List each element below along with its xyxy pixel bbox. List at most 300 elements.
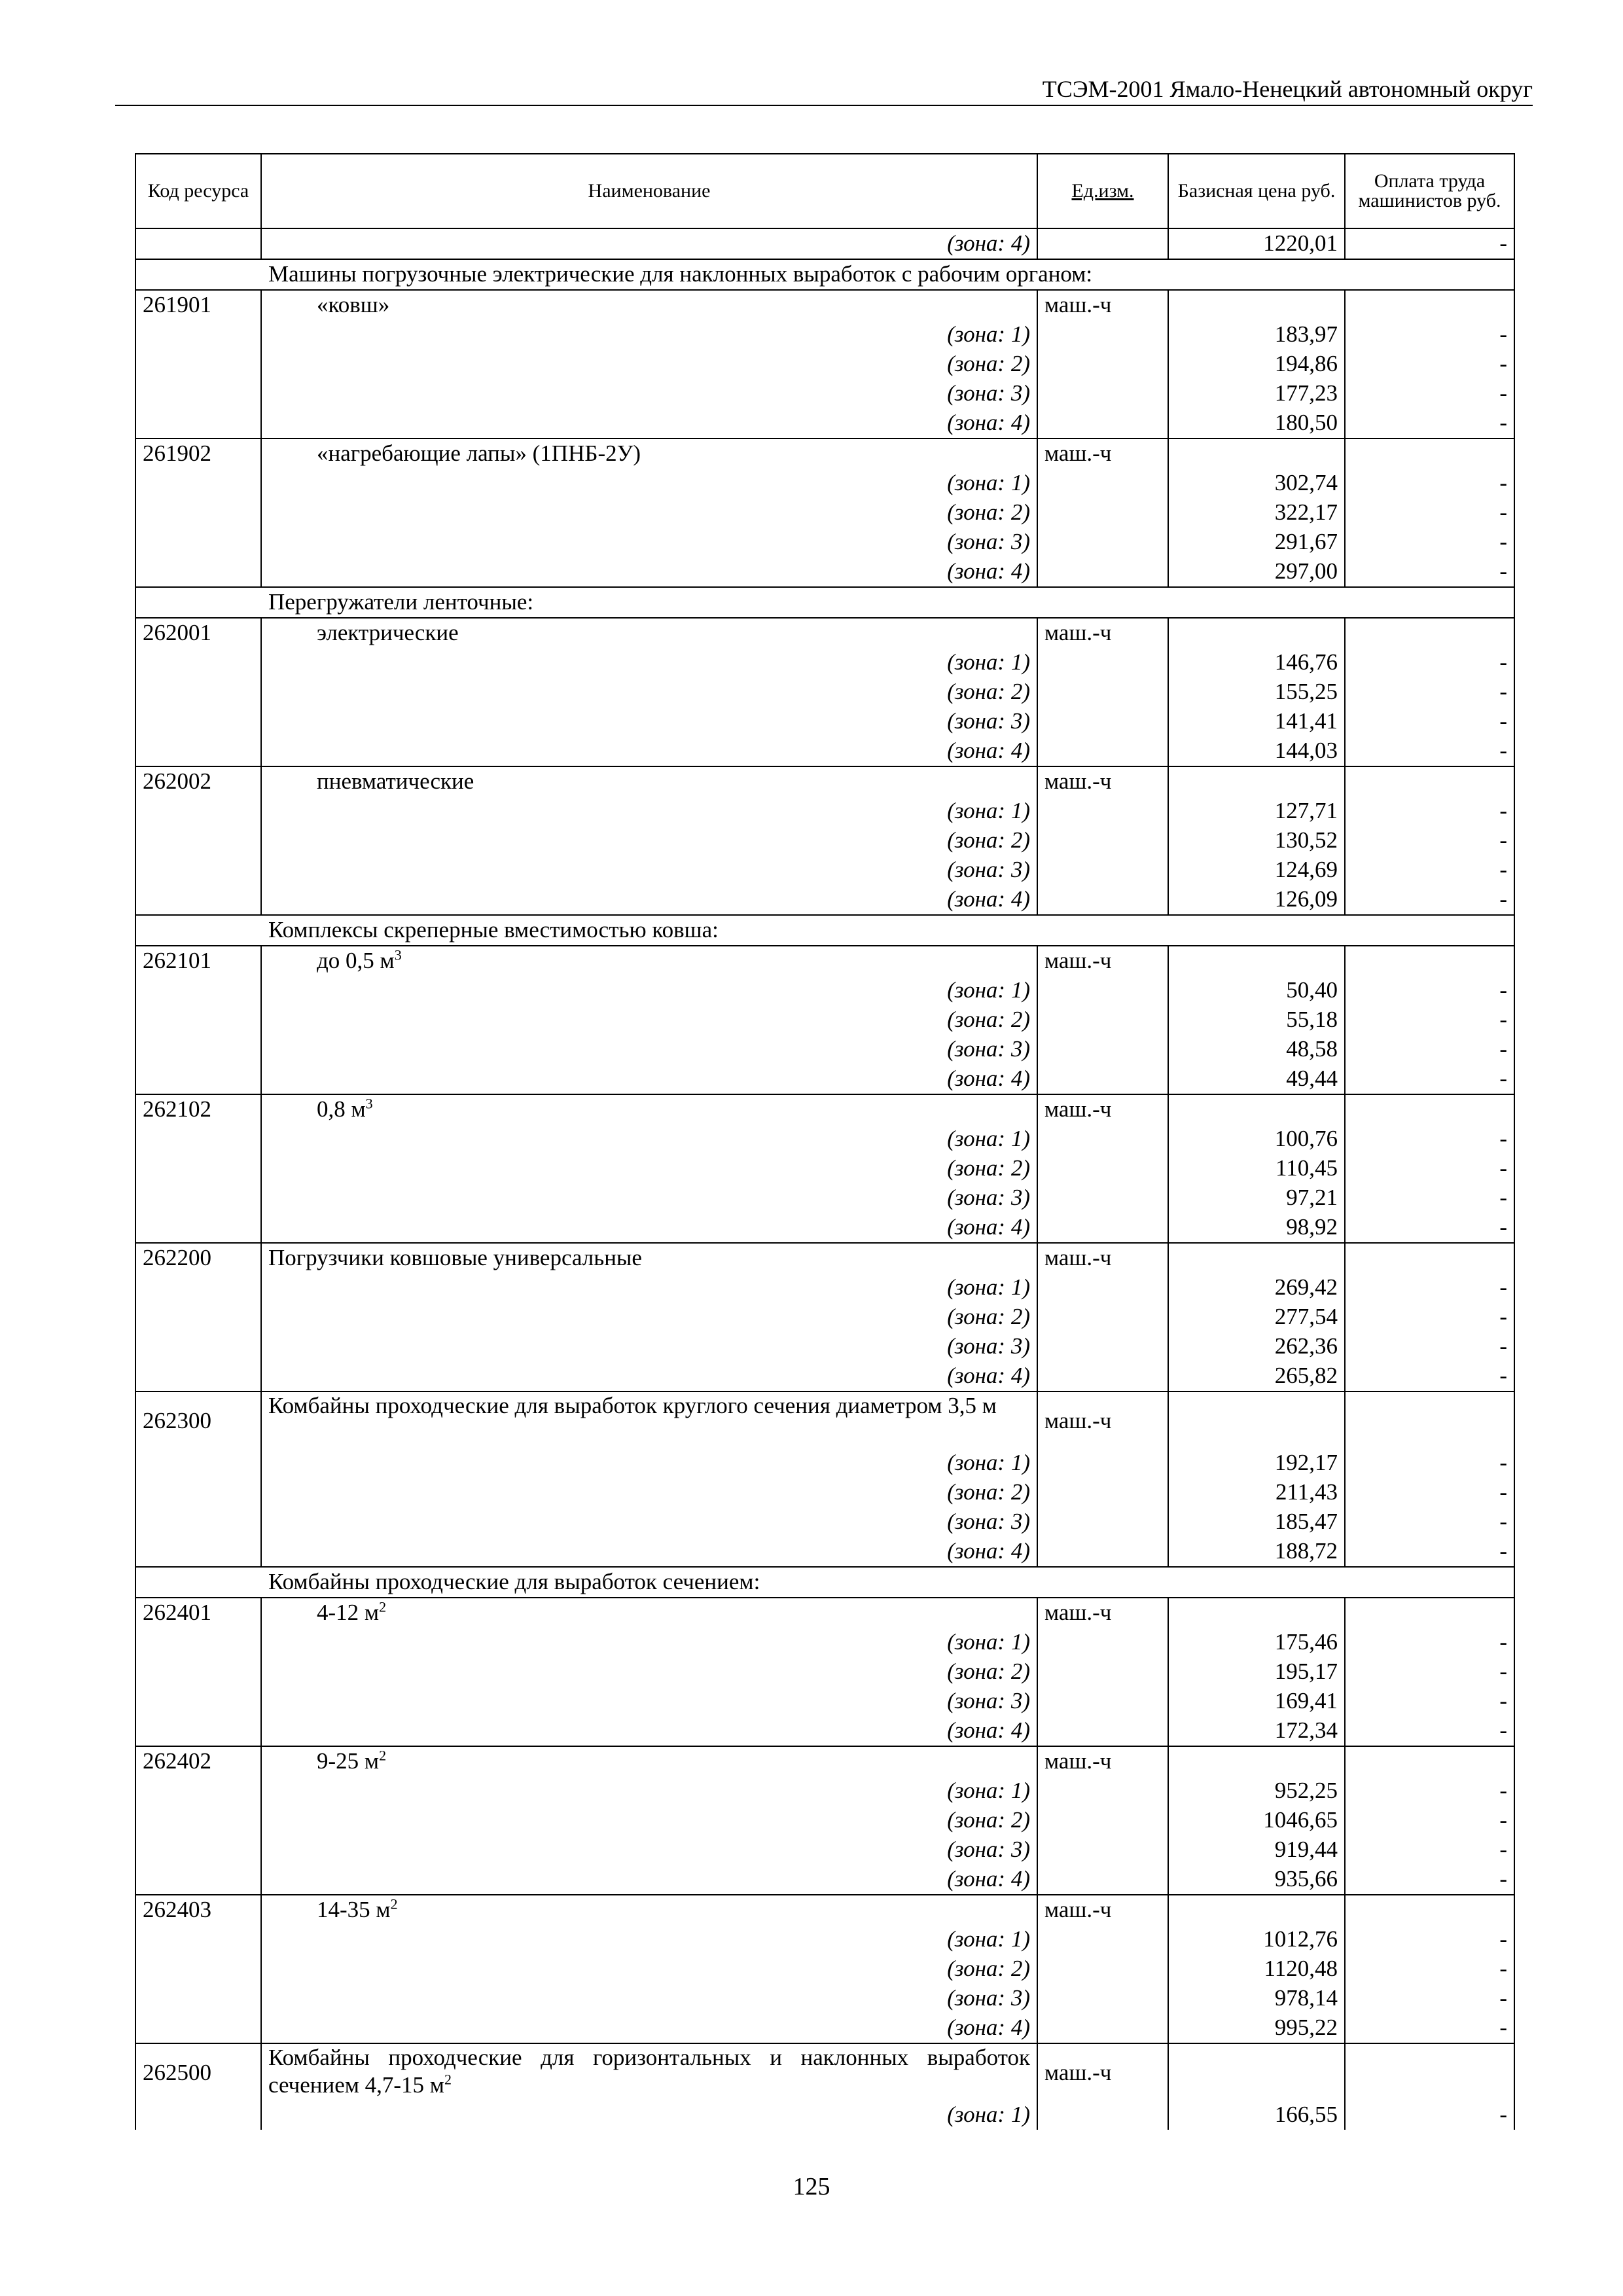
resource-code: 262101 bbox=[135, 946, 261, 976]
unit-cell bbox=[1037, 1835, 1168, 1865]
zone-label: (зона: 1) bbox=[261, 1273, 1037, 1302]
unit-of-measure: маш.-ч bbox=[1037, 1598, 1168, 1628]
base-price-value: 297,00 bbox=[1168, 557, 1345, 587]
zone-row bbox=[135, 1954, 1514, 1984]
labor-pay-value: - bbox=[1345, 1925, 1514, 1954]
labor-pay-value: - bbox=[1345, 350, 1514, 379]
zone-row bbox=[135, 1064, 1514, 1094]
zone-label: (зона: 4) bbox=[261, 736, 1037, 766]
resource-code: 261901 bbox=[135, 290, 261, 320]
zone-label: (зона: 2) bbox=[261, 498, 1037, 528]
code-cell bbox=[135, 1865, 261, 1895]
unit-of-measure: маш.-ч bbox=[1037, 766, 1168, 797]
table-body bbox=[135, 228, 1514, 2130]
resource-name-text: до 0,5 м bbox=[317, 948, 395, 973]
code-cell bbox=[135, 1064, 261, 1094]
base-price-cell bbox=[1168, 1391, 1345, 1448]
resource-name-text: Комбайны проходческие для выработок круглого сечения диаметром 3,5 м bbox=[268, 1393, 997, 1418]
base-price-value: 211,43 bbox=[1168, 1478, 1345, 1507]
labor-pay-value: - bbox=[1345, 1361, 1514, 1391]
group-heading-row bbox=[135, 259, 1514, 290]
base-price-value: 49,44 bbox=[1168, 1064, 1345, 1094]
base-price-value: 183,97 bbox=[1168, 320, 1345, 350]
labor-pay-value: - bbox=[1345, 736, 1514, 766]
page-number: 125 bbox=[793, 2173, 830, 2200]
zone-row bbox=[135, 2013, 1514, 2043]
unit-cell bbox=[1037, 1035, 1168, 1064]
labor-pay-value: - bbox=[1345, 1213, 1514, 1243]
resource-code: 262102 bbox=[135, 1094, 261, 1124]
resource-row bbox=[135, 2043, 1514, 2100]
labor-pay-value: - bbox=[1345, 228, 1514, 259]
zone-label: (зона: 1) bbox=[261, 797, 1037, 826]
zone-row bbox=[135, 1448, 1514, 1478]
code-cell bbox=[135, 1213, 261, 1243]
zone-row bbox=[135, 1124, 1514, 1154]
labor-pay-cell bbox=[1345, 1243, 1514, 1273]
code-cell bbox=[135, 885, 261, 915]
unit-cell bbox=[1037, 1925, 1168, 1954]
zone-row bbox=[135, 350, 1514, 379]
zone-label: (зона: 2) bbox=[261, 1954, 1037, 1984]
base-price-value: 302,74 bbox=[1168, 469, 1345, 498]
code-cell bbox=[135, 379, 261, 408]
resource-code: 262200 bbox=[135, 1243, 261, 1273]
labor-pay-cell bbox=[1345, 1895, 1514, 1925]
unit-cell bbox=[1037, 528, 1168, 557]
base-price-value: 172,34 bbox=[1168, 1716, 1345, 1746]
unit-of-measure: маш.-ч bbox=[1037, 618, 1168, 648]
code-cell bbox=[135, 1687, 261, 1716]
zone-label: (зона: 3) bbox=[261, 1183, 1037, 1213]
labor-pay-cell bbox=[1345, 1391, 1514, 1448]
resource-name bbox=[261, 1746, 1037, 1776]
zone-row bbox=[135, 736, 1514, 766]
zone-label: (зона: 1) bbox=[261, 469, 1037, 498]
base-price-value: 269,42 bbox=[1168, 1273, 1345, 1302]
base-price-value: 55,18 bbox=[1168, 1005, 1345, 1035]
zone-label: (зона: 1) bbox=[261, 320, 1037, 350]
zone-row bbox=[135, 1302, 1514, 1332]
base-price-value: 180,50 bbox=[1168, 408, 1345, 439]
unit-cell bbox=[1037, 677, 1168, 707]
base-price-value: 100,76 bbox=[1168, 1124, 1345, 1154]
code-cell bbox=[135, 976, 261, 1005]
zone-label: (зона: 2) bbox=[261, 1657, 1037, 1687]
base-price-value: 144,03 bbox=[1168, 736, 1345, 766]
labor-pay-value: - bbox=[1345, 1124, 1514, 1154]
base-price-cell bbox=[1168, 1895, 1345, 1925]
zone-row bbox=[135, 1687, 1514, 1716]
code-cell bbox=[135, 1507, 261, 1537]
labor-pay-value: - bbox=[1345, 1183, 1514, 1213]
code-cell bbox=[135, 707, 261, 736]
base-price-value: 166,55 bbox=[1168, 2100, 1345, 2130]
zone-row bbox=[135, 1273, 1514, 1302]
code-cell bbox=[135, 1657, 261, 1687]
resource-name bbox=[261, 946, 1037, 976]
unit-cell bbox=[1037, 1628, 1168, 1657]
labor-pay-value: - bbox=[1345, 1984, 1514, 2013]
resource-name bbox=[261, 618, 1037, 648]
unit-cell bbox=[1037, 826, 1168, 855]
resource-code: 262401 bbox=[135, 1598, 261, 1628]
unit-of-measure: маш.-ч bbox=[1037, 290, 1168, 320]
resource-row bbox=[135, 766, 1514, 797]
labor-pay-value: - bbox=[1345, 557, 1514, 587]
base-price-value: 192,17 bbox=[1168, 1448, 1345, 1478]
zone-label: (зона: 3) bbox=[261, 1984, 1037, 2013]
zone-label: (зона: 1) bbox=[261, 1448, 1037, 1478]
resource-code: 261902 bbox=[135, 439, 261, 469]
zone-row bbox=[135, 1478, 1514, 1507]
base-price-value: 185,47 bbox=[1168, 1507, 1345, 1537]
resource-name-text: Комбайны проходческие для горизонтальных и наклонных выработок сечением 4,7-15 м bbox=[268, 2045, 1030, 2098]
zone-row bbox=[135, 1361, 1514, 1391]
unit-of-measure: маш.-ч bbox=[1037, 1243, 1168, 1273]
labor-pay-value: - bbox=[1345, 885, 1514, 915]
labor-pay-cell bbox=[1345, 290, 1514, 320]
resource-row bbox=[135, 290, 1514, 320]
zone-label: (зона: 1) bbox=[261, 1776, 1037, 1806]
labor-pay-value: - bbox=[1345, 1478, 1514, 1507]
resource-code: 262300 bbox=[135, 1391, 261, 1448]
zone-label: (зона: 4) bbox=[261, 1716, 1037, 1746]
zone-label: (зона: 1) bbox=[261, 1628, 1037, 1657]
labor-pay-value: - bbox=[1345, 528, 1514, 557]
zone-label: (зона: 3) bbox=[261, 1332, 1037, 1361]
labor-pay-value: - bbox=[1345, 1628, 1514, 1657]
group-heading-row bbox=[135, 1567, 1514, 1598]
zone-label: (зона: 3) bbox=[261, 707, 1037, 736]
zone-row bbox=[135, 1332, 1514, 1361]
code-cell bbox=[135, 677, 261, 707]
labor-pay-value: - bbox=[1345, 379, 1514, 408]
unit-cell bbox=[1037, 976, 1168, 1005]
unit-exponent: 3 bbox=[365, 1095, 373, 1112]
code-cell bbox=[135, 320, 261, 350]
zone-row bbox=[135, 1984, 1514, 2013]
base-price-value: 169,41 bbox=[1168, 1687, 1345, 1716]
resource-name-text: 9-25 м bbox=[317, 1748, 380, 1774]
unit-cell bbox=[1037, 498, 1168, 528]
code-cell bbox=[135, 1776, 261, 1806]
zone-row bbox=[135, 1213, 1514, 1243]
unit-exponent: 3 bbox=[394, 946, 402, 963]
labor-pay-value: - bbox=[1345, 2013, 1514, 2043]
unit-cell bbox=[1037, 557, 1168, 587]
unit-of-measure: маш.-ч bbox=[1037, 1391, 1168, 1448]
base-price-cell bbox=[1168, 439, 1345, 469]
zone-row bbox=[135, 1154, 1514, 1183]
code-cell bbox=[135, 736, 261, 766]
unit-cell bbox=[1037, 1332, 1168, 1361]
base-price-value: 919,44 bbox=[1168, 1835, 1345, 1865]
code-cell bbox=[135, 1124, 261, 1154]
zone-label: (зона: 3) bbox=[261, 855, 1037, 885]
zone-label: (зона: 4) bbox=[261, 2013, 1037, 2043]
unit-exponent: 2 bbox=[390, 1895, 398, 1912]
zone-label: (зона: 1) bbox=[261, 648, 1037, 677]
code-cell bbox=[135, 350, 261, 379]
base-price-value: 110,45 bbox=[1168, 1154, 1345, 1183]
resource-row bbox=[135, 1598, 1514, 1628]
zone-label: (зона: 1) bbox=[261, 2100, 1037, 2130]
column-header-code: Код ресурса bbox=[135, 154, 261, 228]
code-cell bbox=[135, 855, 261, 885]
resource-name-text: «ковш» bbox=[317, 292, 390, 317]
labor-pay-value: - bbox=[1345, 1507, 1514, 1537]
code-cell bbox=[135, 1273, 261, 1302]
labor-pay-value: - bbox=[1345, 855, 1514, 885]
base-price-value: 291,67 bbox=[1168, 528, 1345, 557]
group-heading: Перегружатели ленточные: bbox=[135, 587, 1514, 618]
unit-cell bbox=[1037, 1687, 1168, 1716]
zone-row bbox=[135, 1806, 1514, 1835]
labor-pay-value: - bbox=[1345, 648, 1514, 677]
unit-cell bbox=[1037, 1302, 1168, 1332]
zone-row bbox=[135, 976, 1514, 1005]
base-price-value: 1046,65 bbox=[1168, 1806, 1345, 1835]
labor-pay-value: - bbox=[1345, 1657, 1514, 1687]
zone-row bbox=[135, 469, 1514, 498]
unit-cell bbox=[1037, 2013, 1168, 2043]
base-price-value: 124,69 bbox=[1168, 855, 1345, 885]
labor-pay-value: - bbox=[1345, 1776, 1514, 1806]
resource-row bbox=[135, 946, 1514, 976]
labor-pay-value: - bbox=[1345, 1716, 1514, 1746]
code-cell bbox=[135, 1478, 261, 1507]
zone-row bbox=[135, 677, 1514, 707]
code-cell bbox=[135, 1005, 261, 1035]
zone-row bbox=[135, 1716, 1514, 1746]
code-cell bbox=[135, 1448, 261, 1478]
resource-name bbox=[261, 1895, 1037, 1925]
labor-pay-value: - bbox=[1345, 1273, 1514, 1302]
zone-row bbox=[135, 797, 1514, 826]
base-price-value: 127,71 bbox=[1168, 797, 1345, 826]
zone-row bbox=[135, 1925, 1514, 1954]
zone-row bbox=[135, 1776, 1514, 1806]
labor-pay-value: - bbox=[1345, 469, 1514, 498]
base-price-cell bbox=[1168, 1243, 1345, 1273]
unit-cell bbox=[1037, 648, 1168, 677]
resource-name-text: Погрузчики ковшовые универсальные bbox=[268, 1245, 642, 1270]
unit-cell bbox=[1037, 1005, 1168, 1035]
code-cell bbox=[135, 1984, 261, 2013]
header-divider bbox=[115, 105, 1533, 106]
base-price-value: 262,36 bbox=[1168, 1332, 1345, 1361]
code-cell bbox=[135, 1361, 261, 1391]
unit-cell bbox=[1037, 1124, 1168, 1154]
base-price-value: 1012,76 bbox=[1168, 1925, 1345, 1954]
base-price-cell bbox=[1168, 766, 1345, 797]
resource-row bbox=[135, 1243, 1514, 1273]
zone-label: (зона: 4) bbox=[261, 1537, 1037, 1567]
code-cell bbox=[135, 1332, 261, 1361]
zone-label: (зона: 1) bbox=[261, 976, 1037, 1005]
base-price-value: 130,52 bbox=[1168, 826, 1345, 855]
code-cell bbox=[135, 826, 261, 855]
zone-row bbox=[135, 528, 1514, 557]
zone-label: (зона: 4) bbox=[261, 885, 1037, 915]
code-cell bbox=[135, 1035, 261, 1064]
base-price-value: 952,25 bbox=[1168, 1776, 1345, 1806]
zone-label: (зона: 1) bbox=[261, 1925, 1037, 1954]
zone-row bbox=[135, 707, 1514, 736]
base-price-value: 126,09 bbox=[1168, 885, 1345, 915]
zone-label: (зона: 4) bbox=[261, 1865, 1037, 1895]
base-price-cell bbox=[1168, 290, 1345, 320]
code-cell bbox=[135, 2013, 261, 2043]
labor-pay-cell bbox=[1345, 1094, 1514, 1124]
document-header-title: ТСЭМ-2001 Ямало-Ненецкий автономный округ bbox=[1042, 76, 1533, 102]
unit-cell bbox=[1037, 1865, 1168, 1895]
base-price-cell bbox=[1168, 946, 1345, 976]
unit-cell bbox=[1037, 736, 1168, 766]
code-cell bbox=[135, 469, 261, 498]
column-header-name: Наименование bbox=[261, 154, 1037, 228]
unit-cell bbox=[1037, 379, 1168, 408]
unit-of-measure: маш.-ч bbox=[1037, 1094, 1168, 1124]
unit-cell bbox=[1037, 469, 1168, 498]
base-price-value: 188,72 bbox=[1168, 1537, 1345, 1567]
code-cell bbox=[135, 1302, 261, 1332]
resource-name bbox=[261, 766, 1037, 797]
group-heading: Машины погрузочные электрические для наклонных выработок с рабочим органом: bbox=[135, 259, 1514, 290]
unit-cell bbox=[1037, 1507, 1168, 1537]
unit-cell bbox=[1037, 408, 1168, 439]
code-cell bbox=[135, 1154, 261, 1183]
zone-label: (зона: 4) bbox=[261, 1064, 1037, 1094]
zone-row bbox=[135, 1537, 1514, 1567]
unit-of-measure: маш.-ч bbox=[1037, 1895, 1168, 1925]
labor-pay-value: - bbox=[1345, 1064, 1514, 1094]
resource-code: 262403 bbox=[135, 1895, 261, 1925]
base-price-value: 978,14 bbox=[1168, 1984, 1345, 2013]
resource-name-text: 4-12 м bbox=[317, 1600, 380, 1625]
base-price-value: 98,92 bbox=[1168, 1213, 1345, 1243]
zone-label: (зона: 3) bbox=[261, 379, 1037, 408]
labor-pay-cell bbox=[1345, 618, 1514, 648]
unit-cell bbox=[1037, 797, 1168, 826]
labor-pay-cell bbox=[1345, 2043, 1514, 2100]
unit-cell bbox=[1037, 1954, 1168, 1984]
zone-row bbox=[135, 320, 1514, 350]
base-price-value: 995,22 bbox=[1168, 2013, 1345, 2043]
code-cell bbox=[135, 648, 261, 677]
unit-cell bbox=[1037, 1537, 1168, 1567]
base-price-value: 194,86 bbox=[1168, 350, 1345, 379]
zone-label: (зона: 4) bbox=[261, 1361, 1037, 1391]
zone-label: (зона: 4) bbox=[261, 228, 1037, 259]
code-cell bbox=[135, 1628, 261, 1657]
labor-pay-value: - bbox=[1345, 707, 1514, 736]
zone-row bbox=[135, 1035, 1514, 1064]
labor-pay-value: - bbox=[1345, 1035, 1514, 1064]
zone-row bbox=[135, 557, 1514, 587]
unit-cell bbox=[1037, 1064, 1168, 1094]
unit-cell bbox=[1037, 2100, 1168, 2130]
unit-of-measure: маш.-ч bbox=[1037, 439, 1168, 469]
zone-label: (зона: 1) bbox=[261, 1124, 1037, 1154]
code-cell bbox=[135, 528, 261, 557]
code-cell bbox=[135, 498, 261, 528]
labor-pay-value: - bbox=[1345, 1332, 1514, 1361]
base-price-cell bbox=[1168, 618, 1345, 648]
unit-cell bbox=[1037, 1657, 1168, 1687]
resource-code: 262402 bbox=[135, 1746, 261, 1776]
base-price-value: 155,25 bbox=[1168, 677, 1345, 707]
unit-cell bbox=[1037, 885, 1168, 915]
zone-row bbox=[135, 648, 1514, 677]
zone-row bbox=[135, 1835, 1514, 1865]
base-price-cell bbox=[1168, 1094, 1345, 1124]
labor-pay-value: - bbox=[1345, 1687, 1514, 1716]
resource-row bbox=[135, 1746, 1514, 1776]
resource-row bbox=[135, 1391, 1514, 1448]
zone-row bbox=[135, 855, 1514, 885]
code-cell bbox=[135, 1183, 261, 1213]
zone-label: (зона: 3) bbox=[261, 1035, 1037, 1064]
labor-pay-cell bbox=[1345, 439, 1514, 469]
base-price-value: 265,82 bbox=[1168, 1361, 1345, 1391]
labor-pay-value: - bbox=[1345, 1005, 1514, 1035]
resource-name-text: пневматические bbox=[317, 768, 474, 794]
labor-pay-cell bbox=[1345, 1746, 1514, 1776]
zone-row bbox=[135, 408, 1514, 439]
unit-exponent: 2 bbox=[379, 1598, 387, 1615]
column-header-unit bbox=[1037, 154, 1168, 228]
resource-row bbox=[135, 439, 1514, 469]
zone-row bbox=[135, 379, 1514, 408]
zone-label: (зона: 2) bbox=[261, 350, 1037, 379]
labor-pay-value: - bbox=[1345, 320, 1514, 350]
base-price-value: 175,46 bbox=[1168, 1628, 1345, 1657]
resource-name-text: электрические bbox=[317, 620, 459, 645]
zone-label: (зона: 2) bbox=[261, 1302, 1037, 1332]
unit-cell bbox=[1037, 320, 1168, 350]
zone-label: (зона: 3) bbox=[261, 528, 1037, 557]
base-price-value: 50,40 bbox=[1168, 976, 1345, 1005]
zone-label: (зона: 2) bbox=[261, 1806, 1037, 1835]
unit-of-measure: маш.-ч bbox=[1037, 946, 1168, 976]
code-cell bbox=[135, 1716, 261, 1746]
code-cell bbox=[135, 797, 261, 826]
resource-code: 262001 bbox=[135, 618, 261, 648]
resource-name bbox=[261, 1243, 1037, 1273]
zone-label: (зона: 3) bbox=[261, 1835, 1037, 1865]
code-cell bbox=[135, 1925, 261, 1954]
zone-label: (зона: 4) bbox=[261, 557, 1037, 587]
base-price-value: 277,54 bbox=[1168, 1302, 1345, 1332]
base-price-value: 1220,01 bbox=[1168, 228, 1345, 259]
zone-label: (зона: 3) bbox=[261, 1687, 1037, 1716]
code-cell bbox=[135, 557, 261, 587]
labor-pay-value: - bbox=[1345, 1448, 1514, 1478]
base-price-value: 48,58 bbox=[1168, 1035, 1345, 1064]
labor-pay-value: - bbox=[1345, 1954, 1514, 1984]
zone-row bbox=[135, 1865, 1514, 1895]
zone-label: (зона: 2) bbox=[261, 1154, 1037, 1183]
unit-cell bbox=[1037, 1361, 1168, 1391]
zone-row bbox=[135, 1657, 1514, 1687]
group-heading-row bbox=[135, 587, 1514, 618]
column-header-unit-label: Ед.изм. bbox=[1071, 180, 1134, 202]
group-heading-row bbox=[135, 915, 1514, 946]
resource-name-text: 0,8 м bbox=[317, 1096, 366, 1122]
code-cell bbox=[135, 2100, 261, 2130]
